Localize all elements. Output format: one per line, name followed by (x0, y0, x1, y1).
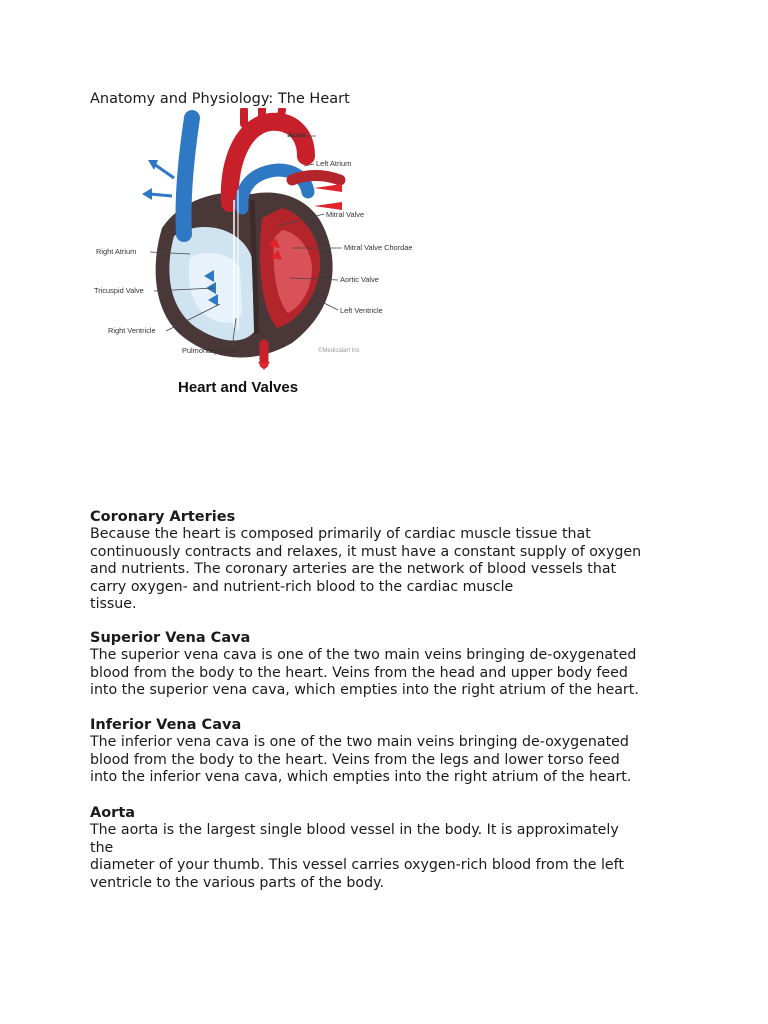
label-pulmonary-valve: Pulmonary valve (182, 346, 237, 355)
label-aortic-valve: Aortic Valve (340, 275, 379, 284)
section-coronary-arteries (90, 508, 690, 614)
label-aorta: Aorta (288, 130, 306, 139)
document-title: Anatomy and Physiology: The Heart (90, 91, 350, 107)
figure-caption: Heart and Valves (178, 379, 299, 396)
section-inferior-vena-cava (90, 716, 690, 787)
section-body: The superior vena cava is one of the two main veins bringing de-oxygenated blood from the body to the heart. Veins from the head and upper body feed into the superior vena cava, which empties into the right atrium of the heart. (90, 647, 639, 699)
label-mitral-valve: Mitral Valve (326, 210, 365, 219)
section-heading: Superior Vena Cava (90, 630, 251, 646)
heart-illustration (142, 108, 342, 370)
heart-diagram-figure (92, 108, 422, 408)
section-heading: Coronary Arteries (90, 509, 236, 525)
section-body: The aorta is the largest single blood vessel in the body. It is approximately the diameter of your thumb. This vessel carries oxygen-rich blood from the left ventricle to the various parts of the body. (90, 822, 624, 891)
section-body: The inferior vena cava is one of the two main veins bringing de-oxygenated blood from the body to the heart. Veins from the legs and lower torso feed into the inferior vena cava, which empties into the right atrium of the heart. (90, 734, 632, 786)
label-left-ventricle: Left Ventricle (340, 306, 383, 315)
section-heading: Aorta (90, 805, 136, 821)
label-left-atrium: Left Atrium (316, 159, 352, 168)
label-right-atrium: Right Atrium (96, 247, 137, 256)
section-heading: Inferior Vena Cava (90, 717, 242, 733)
label-right-ventricle: Right Ventricle (108, 326, 156, 335)
figure-credit: ©Medicalart Inc (318, 348, 360, 354)
section-body: Because the heart is composed primarily of cardiac muscle tissue that continuously contracts and relaxes, it must have a constant supply of oxygen and nutrients. The coronary arteries are the network of blood vessels that carry oxygen- and nutrient-rich blood to the cardiac muscle tissue. (90, 526, 642, 613)
label-mitral-valve-chordae: Mitral Valve Chordae (344, 243, 413, 252)
section-aorta (90, 804, 690, 892)
label-tricuspid-valve: Tricuspid Valve (94, 286, 144, 295)
section-superior-vena-cava (90, 629, 690, 700)
heart-diagram (92, 108, 422, 408)
